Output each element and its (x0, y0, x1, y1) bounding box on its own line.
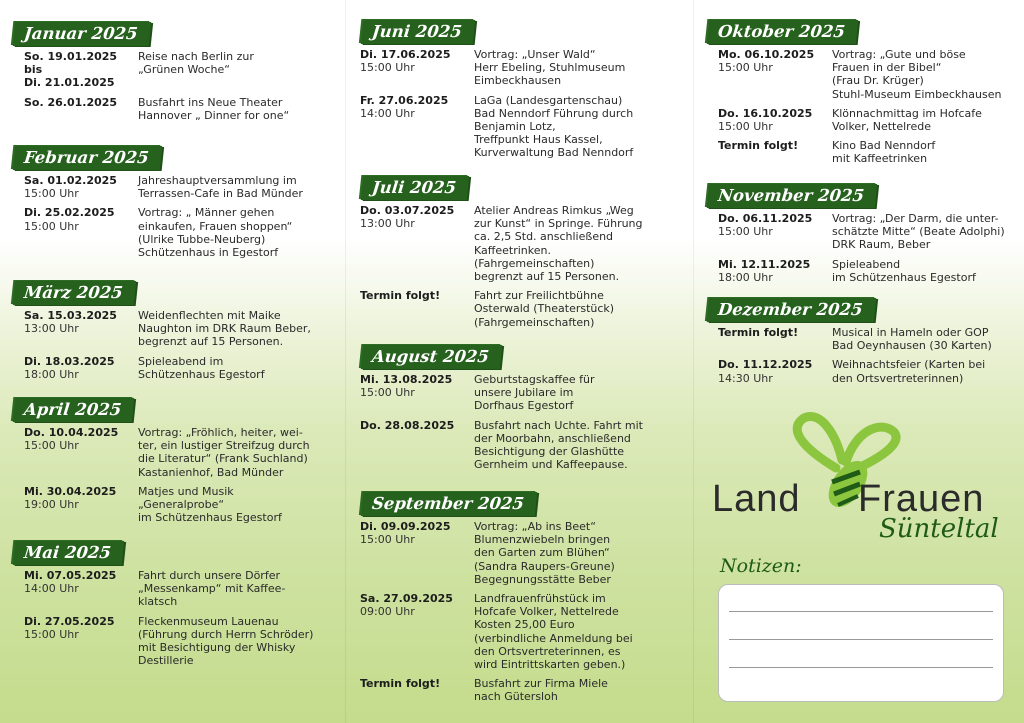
event-description-line: Musical in Hameln oder GOP (832, 326, 989, 339)
event-row (718, 107, 1018, 133)
event-date: Di. 17.06.2025 (360, 48, 451, 61)
event-description-line: (Sandra Raupers-Greune) (474, 559, 615, 573)
event-date-block (718, 326, 832, 352)
month-section (718, 20, 1018, 172)
event-description-line: Bad Oeynhausen (30 Karten) (832, 339, 992, 353)
event-row (24, 96, 334, 122)
event-row (718, 358, 1018, 384)
event-date-block (360, 592, 474, 671)
event-date-block (718, 358, 832, 384)
month-section (24, 541, 334, 673)
event-description-line: „Messenkamp“ mit Kaffee- (138, 582, 286, 596)
event-description (138, 426, 334, 479)
event-description-line: unsere Jubilare im (474, 386, 574, 400)
event-row (360, 94, 686, 160)
event-time: 15:00 Uhr (360, 61, 415, 75)
event-date: Di. 18.03.2025 (24, 354, 115, 368)
month-banner: August 2025 (361, 345, 502, 369)
event-description-line: Begegnungsstätte Beber (474, 572, 611, 586)
month-section (718, 184, 1018, 290)
event-description-line: Destillerie (138, 654, 194, 668)
event-description-line: den Ortsvertreterinnen, es (474, 644, 621, 658)
event-description-line: Eimbeckhausen (474, 74, 562, 88)
event-description (138, 174, 334, 200)
event-description (474, 48, 686, 88)
event-description-line: Volker, Nettelrede (832, 120, 931, 134)
event-description (474, 520, 686, 586)
event-date: Termin folgt! (360, 289, 441, 303)
event-date-block (718, 258, 832, 284)
event-time: 13:00 Uhr (360, 217, 415, 231)
event-description-line: einkaufen, Frauen shoppen“ (138, 219, 293, 233)
month-section (24, 281, 334, 387)
event-description (474, 289, 686, 329)
event-description-line: zur Kunst“ in Springe. Führung (474, 217, 643, 231)
event-time: 15:00 Uhr (718, 61, 773, 75)
event-description-line: Busfahrt zur Firma Miele (474, 677, 608, 691)
event-row (24, 309, 334, 349)
event-description (138, 50, 334, 90)
event-description (832, 107, 1018, 133)
event-row (718, 212, 1018, 252)
event-description-line: Klönnachmittag im Hofcafe (832, 106, 982, 120)
event-row (718, 258, 1018, 284)
event-description-line: Fleckenmuseum Lauenau (138, 614, 279, 628)
event-date-block (718, 212, 832, 252)
event-row (360, 289, 686, 329)
event-date-block (24, 309, 138, 349)
event-row (24, 485, 334, 525)
month-section (360, 345, 686, 477)
event-description-line: (Führung durch Herrn Schröder) (138, 627, 314, 641)
event-description-line: Benjamin Lotz, (474, 120, 556, 134)
event-row (360, 419, 686, 472)
event-description-line: Bad Nenndorf Führung durch (474, 106, 634, 120)
event-description-line: „Grünen Woche“ (138, 63, 230, 77)
event-row (360, 520, 686, 586)
event-date-extra: Di. 21.01.2025 (24, 76, 115, 90)
event-description-line: die Literatur“ (Frank Suchland) (138, 452, 308, 466)
event-description (474, 204, 686, 283)
event-date-block (24, 174, 138, 200)
month-section (24, 22, 334, 128)
month-section (718, 298, 1018, 391)
event-time: 19:00 Uhr (24, 498, 79, 512)
event-description-line: Weidenflechten mit Maike (138, 309, 281, 322)
event-row (24, 615, 334, 668)
panel-middle (345, 0, 693, 723)
event-description-line: Naughton im DRK Raum Beber, (138, 322, 311, 336)
event-row (360, 48, 686, 88)
event-date: Termin folgt! (718, 139, 799, 153)
logo-word-land: Land (712, 478, 801, 520)
event-row (360, 373, 686, 413)
event-date: Mi. 12.11.2025 (718, 257, 811, 271)
event-date-block (360, 204, 474, 283)
event-date-block (360, 419, 474, 472)
event-date: Mi. 30.04.2025 (24, 484, 117, 498)
event-date: Mo. 06.10.2025 (718, 48, 815, 61)
event-date: Di. 09.09.2025 (360, 520, 451, 533)
event-date: Sa. 27.09.2025 (360, 592, 453, 606)
event-description-line: Kurverwaltung Bad Nenndorf (474, 146, 634, 160)
event-time: 15:00 Uhr (24, 439, 79, 453)
event-description (138, 96, 334, 122)
month-banner: Juni 2025 (361, 20, 475, 44)
month-banner: Dezember 2025 (707, 298, 876, 322)
event-description-line: Vortrag: „Gute und böse (832, 48, 966, 61)
event-time: 09:00 Uhr (360, 605, 415, 619)
notes-label: Notizen: (720, 555, 802, 577)
event-date: Do. 10.04.2025 (24, 426, 119, 439)
event-description-line: (Frau Dr. Krüger) (832, 74, 924, 88)
event-description-line: Spieleabend im (138, 354, 224, 368)
event-description (832, 258, 1018, 284)
event-description-line: Fahrt zur Freilichtbühne (474, 289, 604, 303)
event-date-block (360, 94, 474, 160)
event-description (832, 326, 1018, 352)
event-date: So. 26.01.2025 (24, 95, 118, 109)
notes-box[interactable] (718, 584, 1004, 702)
event-date-block (718, 107, 832, 133)
event-date: Do. 11.12.2025 (718, 358, 813, 372)
event-description (138, 309, 334, 349)
event-description-line: schätzte Mitte“ (Beate Adolphi) (832, 225, 1005, 239)
event-description-line: Landfrauenfrühstück im (474, 592, 606, 606)
event-date: Di. 27.05.2025 (24, 614, 115, 628)
event-date-extra: bis (24, 63, 43, 77)
event-description-line: Besichtigung der Glashütte (474, 445, 625, 459)
event-description-line: klatsch (138, 595, 178, 609)
event-date: Do. 28.08.2025 (360, 418, 455, 432)
month-banner: März 2025 (13, 281, 136, 305)
event-description-line: (Fahrgemeinschaften) (474, 315, 595, 329)
event-date-block (360, 48, 474, 88)
event-time: 14:30 Uhr (718, 371, 773, 385)
event-date-block (24, 96, 138, 122)
event-date-block (718, 48, 832, 101)
event-description-line: Vortrag: „Der Darm, die unter- (832, 212, 999, 225)
event-description-line: „Generalprobe“ (138, 498, 225, 512)
landfrauen-logo (694, 410, 1024, 560)
event-date: Mi. 13.08.2025 (360, 373, 453, 386)
event-date: Sa. 01.02.2025 (24, 174, 117, 187)
event-date-block (718, 139, 832, 165)
event-row (718, 48, 1018, 101)
event-date: Mi. 07.05.2025 (24, 569, 117, 582)
event-row (24, 355, 334, 381)
event-row (360, 204, 686, 283)
event-row (24, 50, 334, 90)
event-description (138, 615, 334, 668)
event-description (474, 677, 686, 703)
event-time: 15:00 Uhr (360, 386, 415, 400)
month-section (360, 492, 686, 710)
event-description (138, 569, 334, 609)
event-description-line: nach Gütersloh (474, 690, 558, 704)
event-time: 14:00 Uhr (360, 106, 415, 120)
event-date-block (360, 373, 474, 413)
month-banner: September 2025 (361, 492, 537, 516)
event-date: Di. 25.02.2025 (24, 206, 115, 220)
event-date-block (360, 520, 474, 586)
event-row (360, 592, 686, 671)
event-description-line: im Schützenhaus Egestorf (138, 511, 282, 525)
event-description-line: Vortrag: „Unser Wald“ (474, 48, 596, 61)
event-description-line: Spieleabend (832, 257, 901, 271)
note-line (729, 611, 993, 612)
event-date: Do. 03.07.2025 (360, 204, 455, 217)
event-description-line: Hannover „ Dinner for one“ (138, 108, 290, 122)
month-section (360, 176, 686, 335)
event-description-line: wird Eintrittskarten geben.) (474, 658, 626, 672)
event-description-line: DRK Raum, Beber (832, 238, 931, 252)
event-row (718, 139, 1018, 165)
event-description-line: Kosten 25,00 Euro (474, 618, 575, 632)
event-description-line: Jahreshauptversammlung im (138, 174, 297, 187)
event-date-block (24, 615, 138, 668)
event-description-line: im Schützenhaus Egestorf (832, 270, 976, 284)
event-description-line: Vortrag: „Fröhlich, heiter, wei- (138, 426, 303, 439)
event-description-line: Gernheim und Kaffeepause. (474, 458, 628, 472)
event-description-line: Vortrag: „Ab ins Beet“ (474, 520, 596, 533)
event-description-line: ter, ein lustiger Streifzug durch (138, 439, 310, 453)
event-description-line: Matjes und Musik (138, 484, 234, 498)
event-date-block (360, 677, 474, 703)
event-description-line: den Garten zum Blühen“ (474, 546, 610, 560)
event-description (832, 139, 1018, 165)
event-description-line: Kino Bad Nenndorf (832, 139, 936, 153)
month-section (24, 146, 334, 265)
event-description-line: LaGa (Landesgartenschau) (474, 93, 623, 107)
event-row (718, 326, 1018, 352)
event-description-line: begrenzt auf 15 Personen. (474, 270, 620, 284)
event-time: 15:00 Uhr (24, 187, 79, 201)
month-section (24, 398, 334, 530)
month-banner: Juli 2025 (361, 176, 470, 200)
event-description-line: Weihnachtsfeier (Karten bei (832, 358, 986, 372)
event-time: 13:00 Uhr (24, 322, 79, 336)
event-description-line: Geburtstagskaffee für (474, 373, 595, 386)
month-banner: Januar 2025 (13, 22, 151, 46)
event-time: 15:00 Uhr (24, 219, 79, 233)
event-description (474, 373, 686, 413)
event-description-line: Osterwald (Theaterstück) (474, 302, 615, 316)
note-line (729, 667, 993, 668)
event-description-line: der Moorbahn, anschließend (474, 431, 631, 445)
panel-left (0, 0, 345, 723)
event-description-line: Dorfhaus Egestorf (474, 399, 574, 413)
event-date: Do. 16.10.2025 (718, 106, 813, 120)
event-description-line: Schützenhaus Egestorf (138, 367, 265, 381)
event-description (832, 358, 1018, 384)
event-date: Sa. 15.03.2025 (24, 309, 117, 322)
event-date-block (24, 355, 138, 381)
event-time: 15:00 Uhr (360, 533, 415, 547)
event-time: 15:00 Uhr (24, 627, 79, 641)
event-row (24, 206, 334, 259)
event-description (138, 485, 334, 525)
event-description-line: Hofcafe Volker, Nettelrede (474, 605, 619, 619)
event-description (832, 212, 1018, 252)
event-description (474, 419, 686, 472)
event-description-line: Stuhl-Museum Eimbeckhausen (832, 87, 1002, 101)
event-description-line: Atelier Andreas Rimkus „Weg (474, 204, 634, 217)
event-row (24, 174, 334, 200)
month-banner: November 2025 (707, 184, 878, 208)
event-date-block (24, 50, 138, 90)
event-description-line: Busfahrt nach Uchte. Fahrt mit (474, 418, 643, 432)
month-banner: April 2025 (13, 398, 135, 422)
event-time: 15:00 Uhr (718, 120, 773, 134)
event-description-line: begrenzt auf 15 Personen. (138, 335, 284, 349)
event-date: Fr. 27.06.2025 (360, 93, 449, 107)
event-description-line: Blumenzwiebeln bringen (474, 533, 611, 547)
note-line (729, 639, 993, 640)
month-section (360, 20, 686, 166)
event-description-line: Kastanienhof, Bad Münder (138, 465, 284, 479)
event-description-line: ca. 2,5 Std. anschließend (474, 230, 614, 244)
event-row (24, 426, 334, 479)
event-description-line: mit Besichtigung der Whisky (138, 641, 296, 655)
event-description (138, 206, 334, 259)
event-description-line: Terrassen-Cafe in Bad Münder (138, 187, 303, 201)
event-description-line: Vortrag: „ Männer gehen (138, 206, 275, 220)
event-date-block (360, 289, 474, 329)
event-time: 18:00 Uhr (718, 270, 773, 284)
logo-word-frauen: Frauen (858, 478, 985, 520)
event-date: Termin folgt! (360, 677, 441, 691)
event-description (474, 94, 686, 160)
event-date-block (24, 569, 138, 609)
event-description (138, 355, 334, 381)
event-row (360, 677, 686, 703)
event-description-line: Busfahrt ins Neue Theater (138, 95, 283, 109)
event-description-line: Schützenhaus in Egestorf (138, 246, 279, 260)
panel-right (693, 0, 1024, 723)
event-description (474, 592, 686, 671)
event-description-line: (Fahrgemeinschaften) (474, 256, 595, 270)
event-time: 14:00 Uhr (24, 582, 79, 596)
month-banner: Oktober 2025 (707, 20, 858, 44)
event-date: Do. 06.11.2025 (718, 212, 813, 225)
event-date-block (24, 206, 138, 259)
month-banner: Februar 2025 (13, 146, 162, 170)
event-description-line: Frauen in der Bibel“ (832, 61, 942, 75)
event-description-line: den Ortsvertreterinnen) (832, 371, 964, 385)
event-description (832, 48, 1018, 101)
event-description-line: (Ulrike Tubbe-Neuberg) (138, 232, 266, 246)
event-date: Termin folgt! (718, 326, 799, 339)
logo-subtitle: Sünteltal (879, 514, 999, 544)
event-date: So. 19.01.2025 (24, 50, 118, 63)
event-description-line: Kaffeetrinken. (474, 243, 551, 257)
event-description-line: Fahrt durch unsere Dörfer (138, 569, 280, 582)
event-date-block (24, 426, 138, 479)
event-description-line: (verbindliche Anmeldung bei (474, 631, 633, 645)
event-row (24, 569, 334, 609)
event-description-line: Herr Ebeling, Stuhlmuseum (474, 61, 626, 75)
event-time: 15:00 Uhr (718, 225, 773, 239)
event-description-line: mit Kaffeetrinken (832, 152, 928, 166)
event-time: 18:00 Uhr (24, 367, 79, 381)
event-date-block (24, 485, 138, 525)
month-banner: Mai 2025 (13, 541, 124, 565)
event-description-line: Reise nach Berlin zur (138, 50, 254, 63)
event-description-line: Treffpunkt Haus Kassel, (474, 133, 603, 147)
